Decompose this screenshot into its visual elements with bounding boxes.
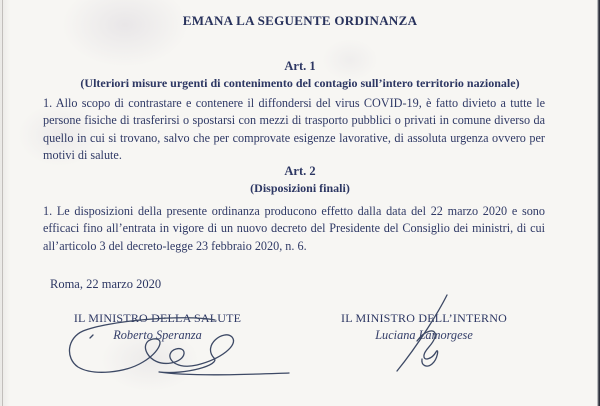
document-title: EMANA LA SEGUENTE ORDINANZA <box>182 13 418 28</box>
signature-name-lamorgese: Luciana Lamorgese <box>375 328 473 342</box>
article-2-subheading: (Disposizioni finali) <box>250 181 350 195</box>
signature-block-salute <box>55 311 260 343</box>
article-2-body: 1. Le disposizioni della presente ordinanza producono effetto dalla data del 22 marzo 2020 e sono efficaci fino all’entrata in vigore di un nuovo decreto del Presidente del Consiglio dei ministri, di cui all’articolo 3 del decreto-legge 23 febbraio 2020, n. 6. <box>43 204 545 253</box>
article-2-heading: Art. 2 <box>284 164 316 178</box>
signature-role-salute: IL MINISTRO DELLA SALUTE <box>73 311 242 325</box>
article-1-body: 1. Allo scopo di contrastare e contenere il diffondersi del virus COVID-19, è fatto divieto a tutte le persone fisiche di trasferirsi o spostarsi con mezzi di trasporto pubblici o privati in comune diverso da quello in cui si trovano, salvo che per comprovate esigenze lavorative, di assoluta urgenza ovvero per motivi di salute. <box>43 96 545 163</box>
signature-block-interno <box>323 311 525 343</box>
article-1-subheading: (Ulteriori misure urgenti di contenimento del contagio sull’intero territorio nazionale) <box>80 76 520 90</box>
signature-name-speranza: Roberto Speranza <box>113 328 202 342</box>
article-1-heading: Art. 1 <box>284 59 316 73</box>
signature-role-interno: IL MINISTRO DELL’INTERNO <box>341 311 507 325</box>
dateline: Roma, 22 marzo 2020 <box>50 277 162 291</box>
